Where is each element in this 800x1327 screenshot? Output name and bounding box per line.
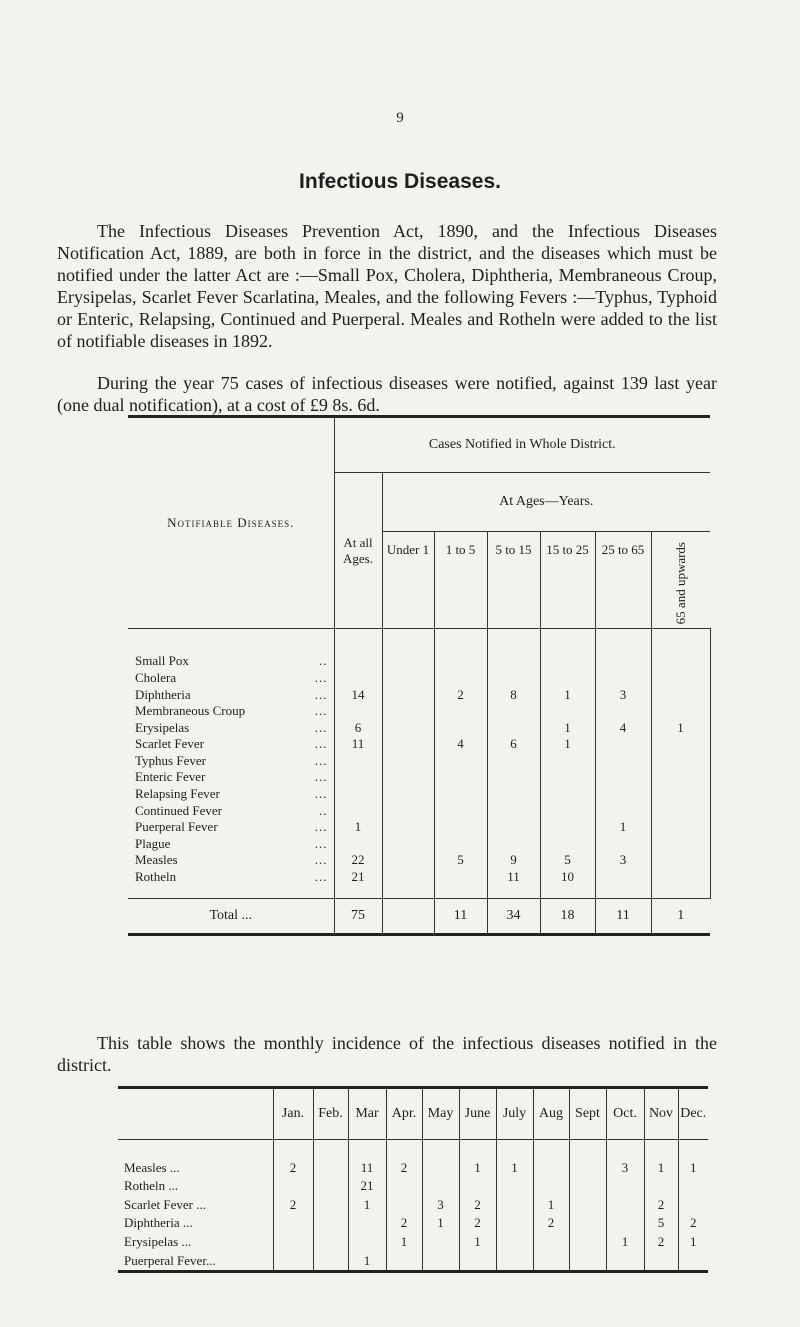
disease-row bbox=[128, 736, 710, 753]
disease-name bbox=[128, 769, 334, 786]
disease-name bbox=[128, 753, 334, 770]
monthly-value bbox=[496, 1252, 533, 1272]
age-value: 6 bbox=[487, 736, 540, 753]
age-column-header: 5 to 15 bbox=[487, 532, 540, 629]
all-ages-value bbox=[334, 653, 382, 670]
monthly-value bbox=[533, 1233, 569, 1252]
age-value bbox=[595, 753, 651, 770]
all-ages-value: 6 bbox=[334, 720, 382, 737]
all-ages-value bbox=[334, 786, 382, 803]
disease-row bbox=[128, 653, 710, 670]
age-value bbox=[651, 753, 710, 770]
all-ages-header: At all Ages. bbox=[334, 473, 382, 629]
total-age-value: 11 bbox=[434, 898, 487, 934]
age-value bbox=[595, 803, 651, 820]
monthly-value: 2 bbox=[690, 1215, 697, 1231]
monthly-disease-name: Puerperal Fever... bbox=[118, 1252, 273, 1272]
disease-label: Scarlet Fever bbox=[135, 736, 204, 752]
page-title: Infectious Diseases. bbox=[299, 170, 501, 193]
monthly-value: 2 bbox=[459, 1196, 496, 1215]
age-value bbox=[382, 852, 434, 869]
age-value bbox=[487, 786, 540, 803]
age-value bbox=[487, 753, 540, 770]
monthly-intro-paragraph bbox=[57, 1032, 717, 1076]
disease-row bbox=[128, 836, 710, 853]
age-value bbox=[651, 819, 710, 836]
age-value bbox=[651, 836, 710, 853]
month-header: Jan. bbox=[273, 1088, 313, 1140]
monthly-value bbox=[348, 1214, 386, 1233]
age-value bbox=[382, 687, 434, 704]
age-value bbox=[595, 769, 651, 786]
monthly-value bbox=[533, 1159, 569, 1178]
age-value bbox=[382, 720, 434, 737]
total-age-value: 34 bbox=[487, 898, 540, 934]
total-row bbox=[128, 898, 710, 934]
age-value: 5 bbox=[540, 852, 595, 869]
monthly-value bbox=[459, 1252, 496, 1272]
disease-row bbox=[128, 703, 710, 720]
monthly-value bbox=[386, 1177, 422, 1196]
monthly-value bbox=[273, 1177, 313, 1196]
age-value bbox=[595, 786, 651, 803]
age-value bbox=[382, 869, 434, 886]
age-column-header-text: 65 and upwards bbox=[672, 542, 688, 625]
monthly-value bbox=[273, 1214, 313, 1233]
age-value bbox=[651, 803, 710, 820]
age-value: 2 bbox=[434, 687, 487, 704]
monthly-value bbox=[569, 1252, 606, 1272]
monthly-value bbox=[313, 1177, 348, 1196]
disease-name bbox=[128, 703, 334, 720]
age-value bbox=[595, 736, 651, 753]
monthly-value bbox=[533, 1252, 569, 1272]
monthly-value bbox=[606, 1177, 644, 1196]
monthly-value bbox=[569, 1214, 606, 1233]
age-value bbox=[651, 687, 710, 704]
age-value: 11 bbox=[487, 869, 540, 886]
monthly-value: 1 bbox=[459, 1159, 496, 1178]
total-age-value bbox=[382, 898, 434, 934]
monthly-value: 1 bbox=[348, 1196, 386, 1215]
leader-dots: ... bbox=[314, 752, 328, 768]
monthly-value bbox=[496, 1214, 533, 1233]
age-value bbox=[651, 786, 710, 803]
disease-row bbox=[128, 803, 710, 820]
age-value bbox=[487, 836, 540, 853]
disease-row bbox=[128, 670, 710, 687]
total-label: Total ... bbox=[128, 898, 334, 934]
age-value: 9 bbox=[487, 852, 540, 869]
disease-row bbox=[128, 786, 710, 803]
monthly-value bbox=[422, 1252, 459, 1272]
year-summary-paragraph bbox=[57, 372, 717, 416]
disease-label: Rotheln bbox=[135, 869, 177, 885]
age-value bbox=[540, 753, 595, 770]
monthly-value bbox=[313, 1159, 348, 1178]
age-column-header bbox=[651, 532, 710, 629]
disease-label: Small Pox bbox=[135, 653, 189, 669]
disease-label: Erysipelas bbox=[135, 719, 190, 735]
age-value: 4 bbox=[595, 720, 651, 737]
monthly-value bbox=[496, 1196, 533, 1215]
disease-label: Puerperal Fever bbox=[135, 819, 218, 835]
disease-name bbox=[128, 736, 334, 753]
age-value bbox=[487, 703, 540, 720]
monthly-value: 1 bbox=[606, 1233, 644, 1252]
age-value bbox=[651, 703, 710, 720]
monthly-disease-name: Rotheln ... bbox=[118, 1177, 273, 1196]
total-age-value: 11 bbox=[595, 898, 651, 934]
age-value bbox=[540, 769, 595, 786]
monthly-value: 21 bbox=[348, 1177, 386, 1196]
leader-dots: ... bbox=[314, 852, 328, 868]
age-value: 8 bbox=[487, 687, 540, 704]
monthly-value bbox=[422, 1233, 459, 1252]
monthly-value bbox=[459, 1177, 496, 1196]
monthly-value: 11 bbox=[348, 1159, 386, 1178]
age-value bbox=[434, 753, 487, 770]
monthly-value bbox=[569, 1177, 606, 1196]
age-value bbox=[434, 786, 487, 803]
intro-text: The Infectious Diseases Prevention Act, 1890, and the Infectious Diseases Notification Act, 1889, are both in force in the district, and the diseases which must be notified under the latter Act are :—Small Pox, Cholera, Diphtheria, Membraneous Croup, Erysipelas, Scarlet Fever Scarlatina, Meales, and the following Fevers :—Typhus, Typhoid or Enteric, Relapsing, Continued and Puerperal. Meales and Rotheln were added to the list of notifiable diseases in 1892. bbox=[57, 221, 717, 351]
age-value bbox=[540, 653, 595, 670]
disease-row bbox=[128, 852, 710, 869]
age-value bbox=[595, 703, 651, 720]
disease-name bbox=[128, 720, 334, 737]
monthly-row bbox=[118, 1233, 708, 1252]
leader-dots: ... bbox=[314, 703, 328, 719]
disease-name bbox=[128, 836, 334, 853]
age-value bbox=[595, 670, 651, 687]
disease-label: Plague bbox=[135, 835, 171, 851]
leader-dots: ... bbox=[314, 835, 328, 851]
age-column-header: 15 to 25 bbox=[540, 532, 595, 629]
age-value bbox=[382, 653, 434, 670]
monthly-value bbox=[678, 1196, 708, 1215]
monthly-value bbox=[569, 1233, 606, 1252]
leader-dots: ... bbox=[314, 719, 328, 735]
monthly-value: 1 bbox=[644, 1159, 678, 1178]
diseases-header: Notifiable Diseases. bbox=[128, 417, 334, 629]
leader-dots: ... bbox=[314, 819, 328, 835]
age-value bbox=[540, 786, 595, 803]
disease-row bbox=[128, 869, 710, 886]
monthly-value bbox=[313, 1233, 348, 1252]
monthly-value: 2 bbox=[273, 1196, 313, 1215]
page-number: 9 bbox=[396, 110, 404, 126]
disease-row bbox=[128, 687, 710, 704]
monthly-value bbox=[496, 1233, 533, 1252]
age-value bbox=[487, 769, 540, 786]
disease-name bbox=[128, 653, 334, 670]
monthly-disease-name: Diphtheria ... bbox=[118, 1214, 273, 1233]
age-value bbox=[434, 703, 487, 720]
monthly-disease-name: Erysipelas ... bbox=[118, 1233, 273, 1252]
disease-name bbox=[128, 786, 334, 803]
age-value bbox=[651, 769, 710, 786]
age-value bbox=[540, 670, 595, 687]
monthly-row bbox=[118, 1252, 708, 1272]
monthly-value: 1 bbox=[459, 1233, 496, 1252]
age-value: 1 bbox=[540, 736, 595, 753]
disease-row bbox=[128, 720, 710, 737]
monthly-value bbox=[678, 1252, 708, 1272]
monthly-value: 2 bbox=[386, 1159, 422, 1178]
age-value bbox=[382, 803, 434, 820]
age-value bbox=[595, 836, 651, 853]
monthly-value bbox=[386, 1252, 422, 1272]
all-ages-value: 21 bbox=[334, 869, 382, 886]
age-value bbox=[651, 670, 710, 687]
disease-label: Cholera bbox=[135, 669, 177, 685]
all-ages-value: 11 bbox=[334, 736, 382, 753]
disease-label: Membraneous Croup bbox=[135, 703, 246, 719]
disease-label: Typhus Fever bbox=[135, 752, 206, 768]
ages-header: At Ages—Years. bbox=[382, 473, 710, 532]
age-value bbox=[434, 836, 487, 853]
monthly-value: 2 bbox=[533, 1214, 569, 1233]
age-value: 1 bbox=[595, 819, 651, 836]
monthly-value bbox=[644, 1252, 678, 1272]
monthly-value bbox=[644, 1177, 678, 1196]
age-value bbox=[434, 869, 487, 886]
age-value bbox=[540, 819, 595, 836]
age-value: 3 bbox=[595, 687, 651, 704]
monthly-value: 1 bbox=[690, 1159, 697, 1175]
age-value bbox=[651, 736, 710, 753]
monthly-value bbox=[606, 1196, 644, 1215]
monthly-value: 3 bbox=[606, 1159, 644, 1178]
age-value bbox=[382, 819, 434, 836]
disease-name bbox=[128, 803, 334, 820]
age-value bbox=[487, 653, 540, 670]
age-value bbox=[434, 803, 487, 820]
monthly-value bbox=[606, 1214, 644, 1233]
age-value: 1 bbox=[651, 720, 710, 737]
group-header: Cases Notified in Whole District. bbox=[334, 417, 710, 473]
leader-dots: ... bbox=[314, 786, 328, 802]
monthly-value bbox=[569, 1159, 606, 1178]
month-header: Aug bbox=[533, 1088, 569, 1140]
all-ages-value bbox=[334, 753, 382, 770]
disease-label: Enteric Fever bbox=[135, 769, 206, 785]
age-value bbox=[651, 653, 710, 670]
monthly-value: 2 bbox=[386, 1214, 422, 1233]
leader-dots: .. bbox=[319, 802, 328, 818]
leader-dots: ... bbox=[314, 769, 328, 785]
age-value bbox=[540, 703, 595, 720]
monthly-value bbox=[422, 1159, 459, 1178]
age-table bbox=[128, 415, 711, 936]
total-age-value: 1 bbox=[677, 907, 685, 923]
monthly-value: 2 bbox=[644, 1233, 678, 1252]
month-header: Feb. bbox=[313, 1088, 348, 1140]
disease-name bbox=[128, 670, 334, 687]
age-value bbox=[595, 653, 651, 670]
monthly-value: 2 bbox=[644, 1196, 678, 1215]
age-value bbox=[595, 869, 651, 886]
total-all-ages: 75 bbox=[334, 898, 382, 934]
disease-label: Relapsing Fever bbox=[135, 786, 220, 802]
month-header: Nov bbox=[644, 1088, 678, 1140]
month-header: Apr. bbox=[386, 1088, 422, 1140]
month-header: July bbox=[496, 1088, 533, 1140]
all-ages-value bbox=[334, 836, 382, 853]
disease-row bbox=[128, 819, 710, 836]
leader-dots: ... bbox=[314, 736, 328, 752]
all-ages-value bbox=[334, 769, 382, 786]
age-value bbox=[434, 720, 487, 737]
age-value bbox=[434, 819, 487, 836]
monthly-intro-text: This table shows the monthly incidence of the infectious diseases notified in the district. bbox=[57, 1033, 717, 1075]
age-value bbox=[540, 803, 595, 820]
age-value: 5 bbox=[434, 852, 487, 869]
monthly-value: 1 bbox=[533, 1196, 569, 1215]
disease-name bbox=[128, 852, 334, 869]
monthly-value bbox=[606, 1252, 644, 1272]
age-value bbox=[434, 670, 487, 687]
monthly-value: 1 bbox=[386, 1233, 422, 1252]
monthly-value: 1 bbox=[348, 1252, 386, 1272]
all-ages-value bbox=[334, 670, 382, 687]
intro-paragraph bbox=[57, 220, 717, 352]
monthly-row bbox=[118, 1214, 708, 1233]
monthly-value bbox=[386, 1196, 422, 1215]
year-summary-text: During the year 75 cases of infectious diseases were notified, against 139 last year (one dual notification), at a cost of £9 8s. 6d. bbox=[57, 373, 717, 415]
month-header: Dec. bbox=[680, 1106, 707, 1121]
monthly-value: 2 bbox=[459, 1214, 496, 1233]
age-column-header: 25 to 65 bbox=[595, 532, 651, 629]
monthly-row bbox=[118, 1177, 708, 1196]
all-ages-value: 22 bbox=[334, 852, 382, 869]
disease-row bbox=[128, 769, 710, 786]
age-value bbox=[487, 670, 540, 687]
age-value bbox=[487, 819, 540, 836]
monthly-value: 5 bbox=[644, 1214, 678, 1233]
monthly-corner bbox=[118, 1088, 273, 1140]
all-ages-value bbox=[334, 803, 382, 820]
age-value bbox=[540, 836, 595, 853]
monthly-value: 2 bbox=[273, 1159, 313, 1178]
disease-row bbox=[128, 753, 710, 770]
leader-dots: ... bbox=[314, 686, 328, 702]
age-value bbox=[382, 753, 434, 770]
all-ages-value bbox=[334, 703, 382, 720]
monthly-value bbox=[273, 1252, 313, 1272]
disease-label: Diphtheria bbox=[135, 686, 191, 702]
month-header: Sept bbox=[569, 1088, 606, 1140]
monthly-value bbox=[313, 1196, 348, 1215]
monthly-value bbox=[313, 1214, 348, 1233]
monthly-row bbox=[118, 1196, 708, 1215]
monthly-value bbox=[569, 1196, 606, 1215]
monthly-disease-name: Measles ... bbox=[118, 1159, 273, 1178]
age-value: 1 bbox=[540, 687, 595, 704]
age-value bbox=[434, 769, 487, 786]
disease-name bbox=[128, 869, 334, 886]
age-value: 1 bbox=[540, 720, 595, 737]
age-value bbox=[487, 803, 540, 820]
monthly-value bbox=[273, 1233, 313, 1252]
monthly-value bbox=[348, 1233, 386, 1252]
leader-dots: ... bbox=[314, 869, 328, 885]
age-value: 4 bbox=[434, 736, 487, 753]
monthly-table bbox=[118, 1086, 708, 1273]
monthly-value: 1 bbox=[422, 1214, 459, 1233]
age-value bbox=[651, 852, 710, 869]
total-age-value: 18 bbox=[540, 898, 595, 934]
monthly-value bbox=[313, 1252, 348, 1272]
disease-name bbox=[128, 819, 334, 836]
age-value bbox=[382, 670, 434, 687]
monthly-value bbox=[496, 1177, 533, 1196]
age-value bbox=[382, 703, 434, 720]
monthly-value bbox=[678, 1177, 708, 1196]
monthly-value bbox=[422, 1177, 459, 1196]
age-value bbox=[487, 720, 540, 737]
monthly-disease-name: Scarlet Fever ... bbox=[118, 1196, 273, 1215]
monthly-row bbox=[118, 1159, 708, 1178]
age-value bbox=[651, 869, 710, 886]
monthly-value: 1 bbox=[496, 1159, 533, 1178]
month-header: Oct. bbox=[606, 1088, 644, 1140]
month-header: Mar bbox=[348, 1088, 386, 1140]
leader-dots: ... bbox=[314, 669, 328, 685]
age-value bbox=[382, 769, 434, 786]
disease-label: Continued Fever bbox=[135, 802, 223, 818]
monthly-value: 1 bbox=[690, 1233, 697, 1249]
age-value bbox=[382, 786, 434, 803]
month-header: May bbox=[422, 1088, 459, 1140]
monthly-value bbox=[533, 1177, 569, 1196]
age-column-header: 1 to 5 bbox=[434, 532, 487, 629]
leader-dots: .. bbox=[319, 653, 328, 669]
all-ages-value: 1 bbox=[334, 819, 382, 836]
month-header: June bbox=[459, 1088, 496, 1140]
disease-name bbox=[128, 687, 334, 704]
age-value bbox=[382, 736, 434, 753]
age-value: 3 bbox=[595, 852, 651, 869]
all-ages-value: 14 bbox=[334, 687, 382, 704]
age-value bbox=[434, 653, 487, 670]
monthly-value: 3 bbox=[422, 1196, 459, 1215]
disease-label: Measles bbox=[135, 852, 178, 868]
age-value: 10 bbox=[540, 869, 595, 886]
age-value bbox=[382, 836, 434, 853]
age-column-header: Under 1 bbox=[382, 532, 434, 629]
